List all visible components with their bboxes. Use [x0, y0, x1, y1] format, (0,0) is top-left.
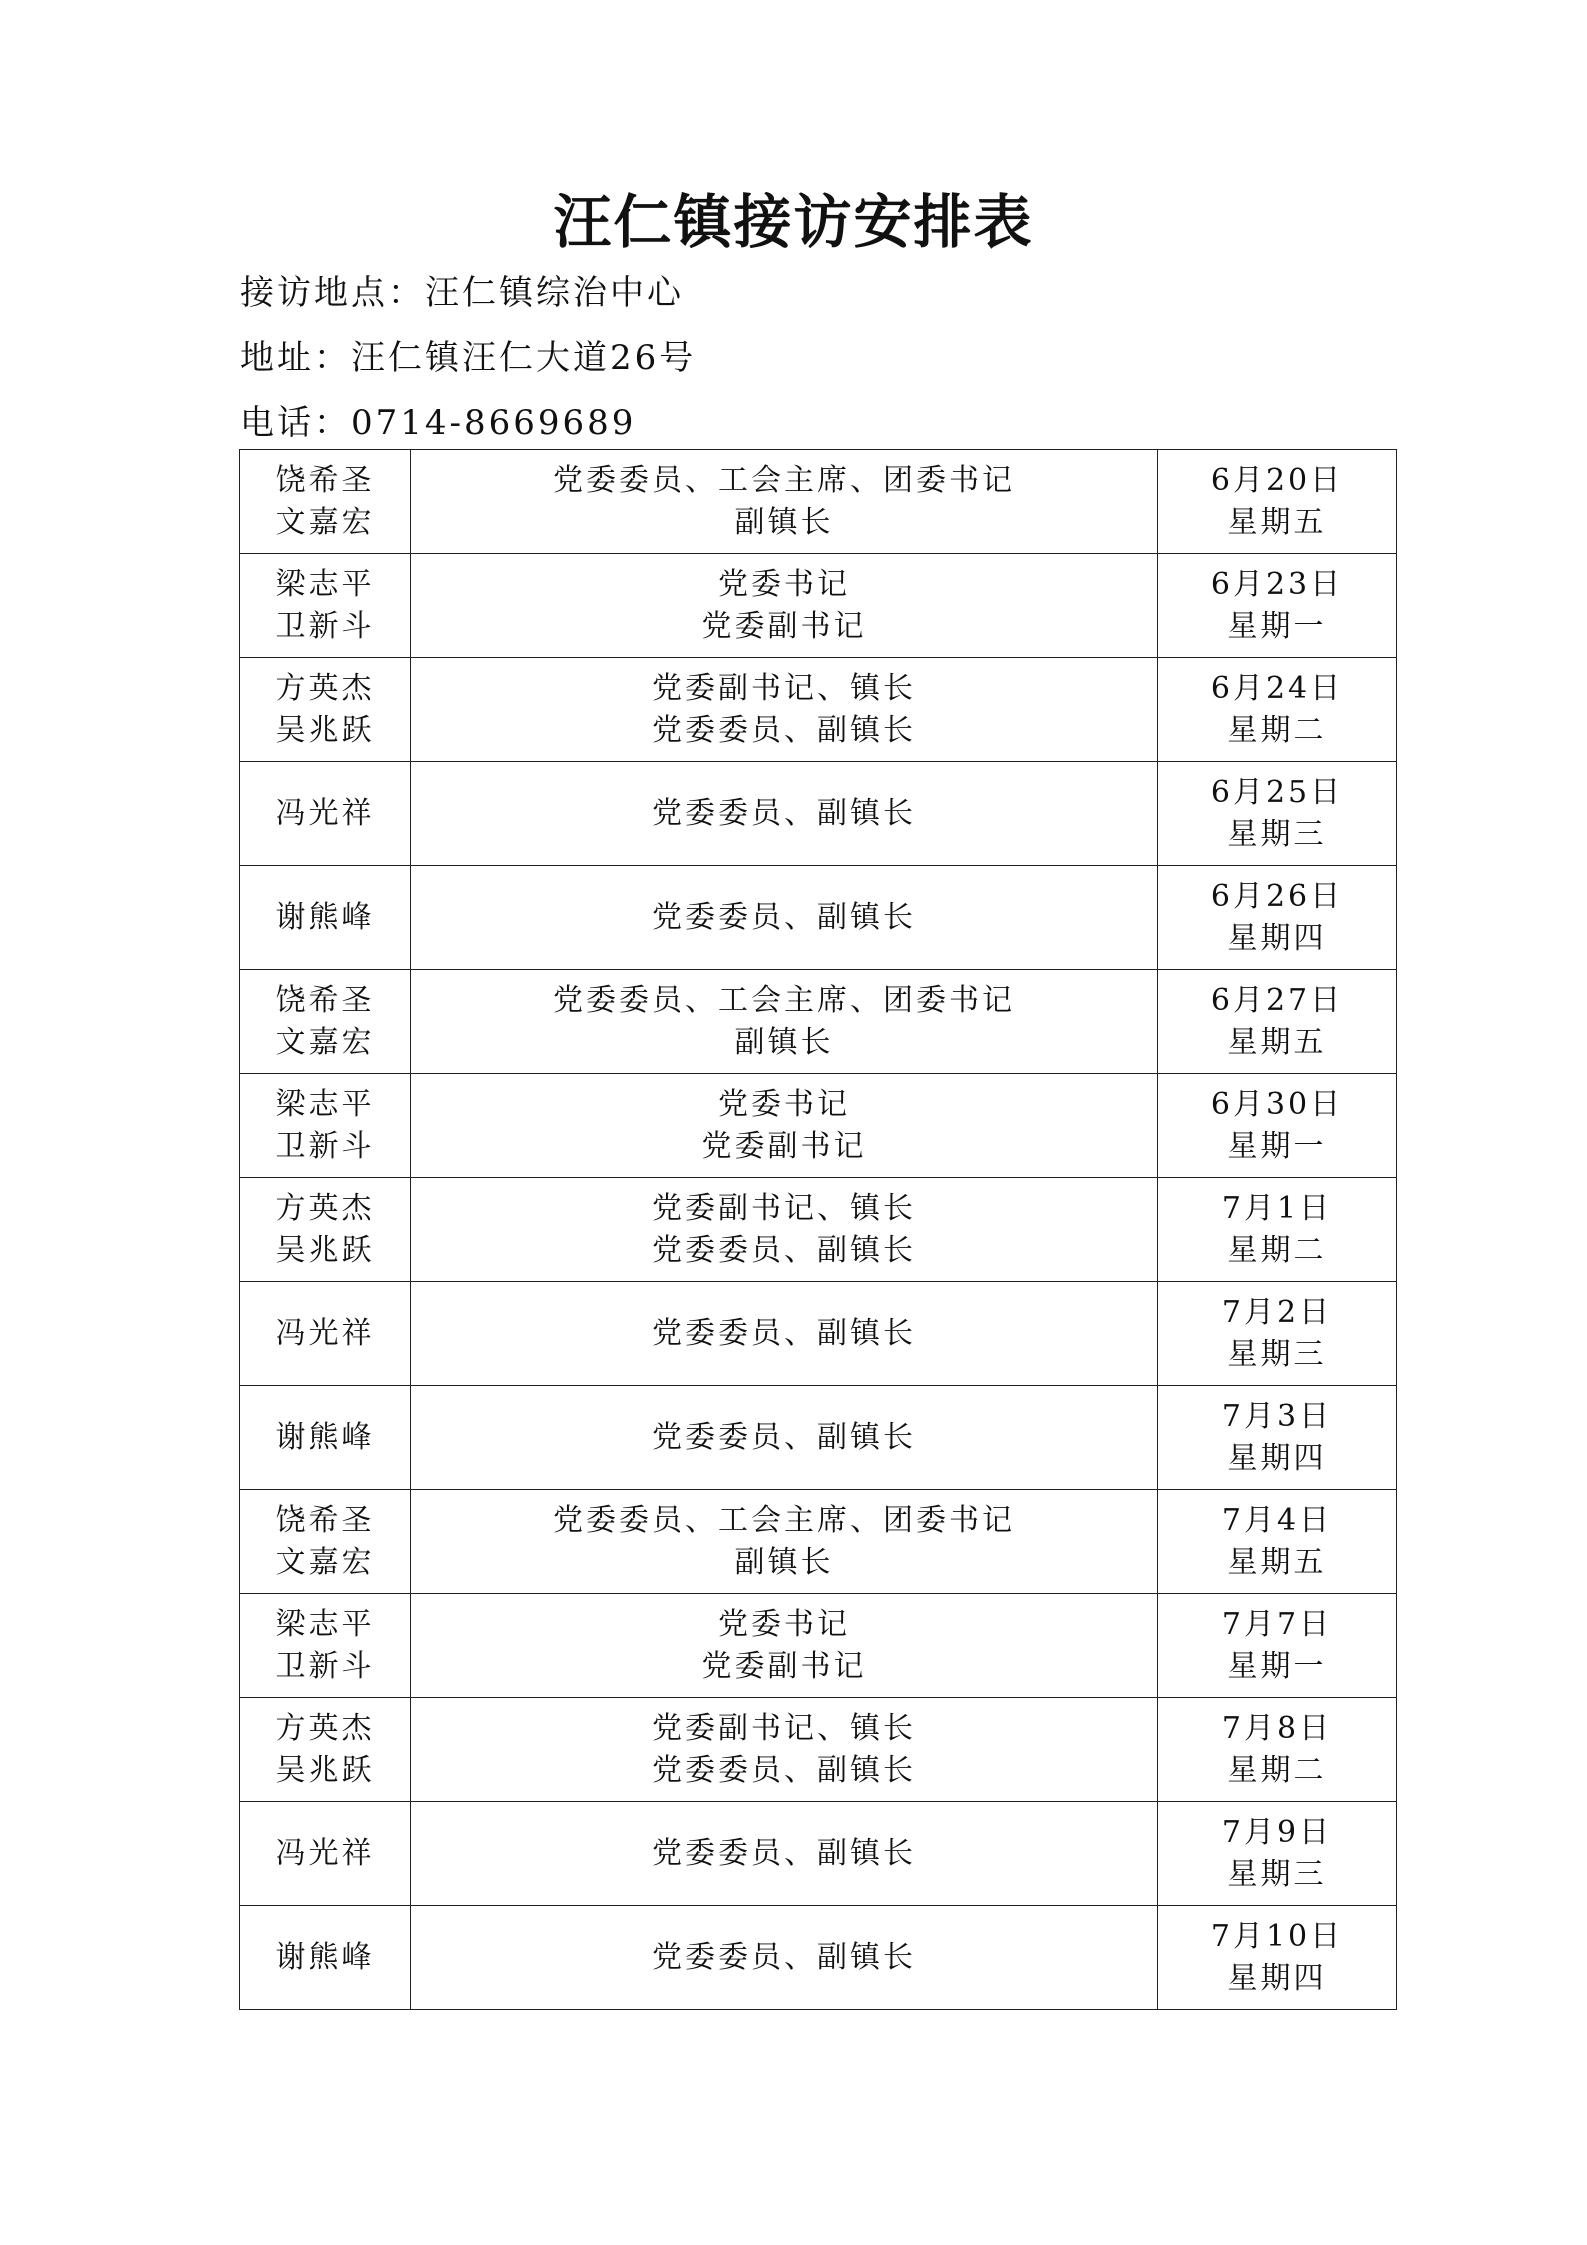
official-names-cell — [240, 762, 411, 866]
schedule-row — [240, 866, 1397, 970]
official-position: 党委书记 — [718, 1086, 850, 1122]
official-names-cell — [240, 1698, 411, 1802]
schedule-row — [240, 1074, 1397, 1178]
reception-date-cell — [1158, 1386, 1397, 1490]
official-position: 党委副书记、镇长 — [652, 1190, 916, 1226]
reception-date-cell — [1158, 1906, 1397, 2010]
schedule-row — [240, 1490, 1397, 1594]
official-position: 党委委员、副镇长 — [652, 1419, 916, 1455]
official-name: 吴兆跃 — [275, 1232, 375, 1268]
official-names-cell — [240, 1906, 411, 2010]
reception-date-cell — [1158, 1074, 1397, 1178]
reception-date-cell — [1158, 554, 1397, 658]
official-names-cell — [240, 1282, 411, 1386]
official-position: 副镇长 — [734, 504, 834, 540]
official-name: 文嘉宏 — [275, 504, 375, 540]
reception-weekday: 星期五 — [1227, 504, 1327, 540]
schedule-row — [240, 1386, 1397, 1490]
official-position: 党委委员、工会主席、团委书记 — [553, 1502, 1015, 1538]
reception-date: 7月3日 — [1221, 1398, 1333, 1434]
official-name: 饶希圣 — [275, 462, 375, 498]
official-position: 党委委员、副镇长 — [652, 795, 916, 831]
official-position: 党委委员、副镇长 — [652, 899, 916, 935]
reception-weekday: 星期二 — [1227, 712, 1327, 748]
official-position: 党委副书记 — [701, 1128, 867, 1164]
schedule-row — [240, 554, 1397, 658]
official-position: 党委委员、工会主席、团委书记 — [553, 982, 1015, 1018]
reception-date-cell — [1158, 658, 1397, 762]
official-position: 党委书记 — [718, 566, 850, 602]
reception-date: 7月9日 — [1221, 1814, 1333, 1850]
schedule-row — [240, 762, 1397, 866]
reception-weekday: 星期三 — [1227, 816, 1327, 852]
official-names-cell — [240, 450, 411, 554]
official-name: 吴兆跃 — [275, 712, 375, 748]
reception-weekday: 星期二 — [1227, 1232, 1327, 1268]
official-positions-cell — [411, 1074, 1158, 1178]
schedule-row — [240, 450, 1397, 554]
reception-date-cell — [1158, 970, 1397, 1074]
official-names-cell — [240, 1178, 411, 1282]
official-name: 谢熊峰 — [275, 1419, 375, 1455]
reception-date: 6月30日 — [1210, 1086, 1344, 1122]
schedule-row — [240, 1594, 1397, 1698]
reception-weekday: 星期四 — [1227, 920, 1327, 956]
reception-weekday: 星期三 — [1227, 1336, 1327, 1372]
reception-location: 接访地点：汪仁镇综治中心 — [240, 273, 684, 313]
official-positions-cell — [411, 1802, 1158, 1906]
reception-date-cell — [1158, 866, 1397, 970]
reception-date: 6月25日 — [1210, 774, 1344, 810]
reception-date: 6月23日 — [1210, 566, 1344, 602]
document-title: 汪仁镇接访安排表 — [553, 188, 1034, 256]
official-name: 文嘉宏 — [275, 1544, 375, 1580]
reception-date-cell — [1158, 762, 1397, 866]
official-name: 饶希圣 — [275, 982, 375, 1018]
schedule-row — [240, 658, 1397, 762]
official-position: 党委副书记 — [701, 608, 867, 644]
official-names-cell — [240, 1074, 411, 1178]
official-name: 谢熊峰 — [275, 1939, 375, 1975]
official-names-cell — [240, 1386, 411, 1490]
official-name: 方英杰 — [275, 670, 375, 706]
official-positions-cell — [411, 1490, 1158, 1594]
official-name: 梁志平 — [275, 1086, 375, 1122]
official-position: 党委委员、副镇长 — [652, 1232, 916, 1268]
reception-weekday: 星期五 — [1227, 1024, 1327, 1060]
schedule-row — [240, 970, 1397, 1074]
schedule-row — [240, 1282, 1397, 1386]
official-position: 副镇长 — [734, 1544, 834, 1580]
reception-date-cell — [1158, 1594, 1397, 1698]
official-names-cell — [240, 970, 411, 1074]
reception-weekday: 星期二 — [1227, 1752, 1327, 1788]
reception-date: 6月20日 — [1210, 462, 1344, 498]
official-name: 冯光祥 — [275, 795, 375, 831]
reception-date: 7月4日 — [1221, 1502, 1333, 1538]
address: 地址：汪仁镇汪仁大道26号 — [240, 338, 697, 378]
official-position: 党委委员、副镇长 — [652, 1939, 916, 1975]
reception-date: 6月27日 — [1210, 982, 1344, 1018]
reception-weekday: 星期一 — [1227, 608, 1327, 644]
official-position: 党委副书记、镇长 — [652, 670, 916, 706]
reception-date: 7月7日 — [1221, 1606, 1333, 1642]
official-positions-cell — [411, 970, 1158, 1074]
reception-date: 7月10日 — [1210, 1918, 1344, 1954]
official-positions-cell — [411, 1282, 1158, 1386]
official-name: 谢熊峰 — [275, 899, 375, 935]
official-positions-cell — [411, 762, 1158, 866]
schedule-row — [240, 1906, 1397, 2010]
official-name: 卫新斗 — [275, 608, 375, 644]
official-name: 冯光祥 — [275, 1315, 375, 1351]
official-position: 副镇长 — [734, 1024, 834, 1060]
official-names-cell — [240, 866, 411, 970]
official-name: 梁志平 — [275, 1606, 375, 1642]
official-names-cell — [240, 658, 411, 762]
official-position: 党委委员、工会主席、团委书记 — [553, 462, 1015, 498]
official-name: 卫新斗 — [275, 1648, 375, 1684]
phone-number: 电话：0714-8669689 — [240, 403, 637, 443]
official-name: 冯光祥 — [275, 1835, 375, 1871]
official-positions-cell — [411, 658, 1158, 762]
official-position: 党委书记 — [718, 1606, 850, 1642]
official-names-cell — [240, 1490, 411, 1594]
official-name: 梁志平 — [275, 566, 375, 602]
official-position: 党委委员、副镇长 — [652, 1752, 916, 1788]
reception-date-cell — [1158, 1802, 1397, 1906]
official-positions-cell — [411, 1178, 1158, 1282]
reception-date-cell — [1158, 450, 1397, 554]
official-positions-cell — [411, 866, 1158, 970]
schedule-table-body — [240, 450, 1397, 2010]
reception-date-cell — [1158, 1282, 1397, 1386]
official-positions-cell — [411, 1594, 1158, 1698]
schedule-row — [240, 1802, 1397, 1906]
reception-date-cell — [1158, 1490, 1397, 1594]
reception-date: 7月1日 — [1221, 1190, 1333, 1226]
official-position: 党委副书记 — [701, 1648, 867, 1684]
official-names-cell — [240, 554, 411, 658]
official-name: 饶希圣 — [275, 1502, 375, 1538]
official-position: 党委副书记、镇长 — [652, 1710, 916, 1746]
official-positions-cell — [411, 450, 1158, 554]
schedule-row — [240, 1698, 1397, 1802]
official-positions-cell — [411, 1906, 1158, 2010]
reception-weekday: 星期一 — [1227, 1128, 1327, 1164]
reception-weekday: 星期四 — [1227, 1960, 1327, 1996]
official-names-cell — [240, 1594, 411, 1698]
reception-date-cell — [1158, 1178, 1397, 1282]
reception-schedule-table — [239, 449, 1397, 2010]
official-positions-cell — [411, 1386, 1158, 1490]
schedule-row — [240, 1178, 1397, 1282]
official-position: 党委委员、副镇长 — [652, 1835, 916, 1871]
official-positions-cell — [411, 554, 1158, 658]
official-name: 文嘉宏 — [275, 1024, 375, 1060]
official-name: 吴兆跃 — [275, 1752, 375, 1788]
official-name: 方英杰 — [275, 1710, 375, 1746]
official-name: 卫新斗 — [275, 1128, 375, 1164]
official-positions-cell — [411, 1698, 1158, 1802]
official-position: 党委委员、副镇长 — [652, 712, 916, 748]
reception-weekday: 星期四 — [1227, 1440, 1327, 1476]
reception-date-cell — [1158, 1698, 1397, 1802]
official-name: 方英杰 — [275, 1190, 375, 1226]
reception-date: 6月24日 — [1210, 670, 1344, 706]
official-position: 党委委员、副镇长 — [652, 1315, 916, 1351]
reception-date: 6月26日 — [1210, 878, 1344, 914]
official-names-cell — [240, 1802, 411, 1906]
reception-date: 7月2日 — [1221, 1294, 1333, 1330]
reception-weekday: 星期三 — [1227, 1856, 1327, 1892]
reception-date: 7月8日 — [1221, 1710, 1333, 1746]
reception-weekday: 星期一 — [1227, 1648, 1327, 1684]
reception-weekday: 星期五 — [1227, 1544, 1327, 1580]
